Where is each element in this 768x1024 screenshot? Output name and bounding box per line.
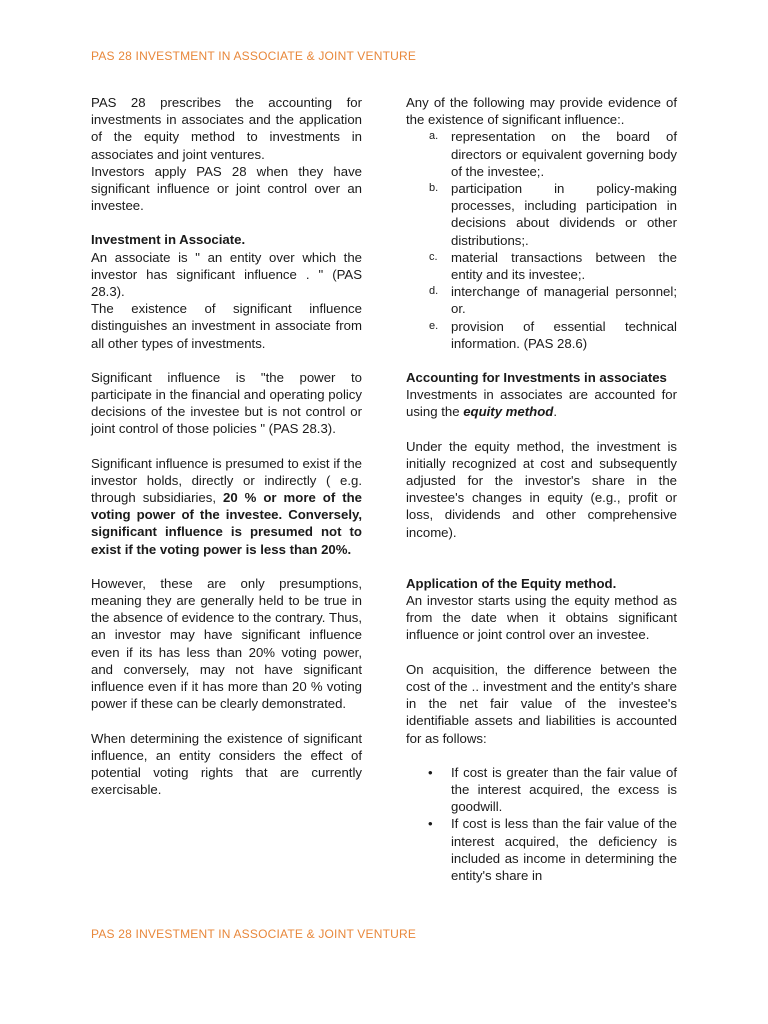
list-item-text: If cost is greater than the fair value of the interest acquired, the excess is goodwill.	[451, 764, 677, 815]
application-paragraph: An investor starts using the equity method as from the date when it obtains significant influence or joint control over an investee.	[406, 593, 677, 643]
list-item-text: If cost is less than the fair value of the interest acquired, the deficiency is included as income in determining the entity's share in	[451, 816, 677, 883]
evidence-list	[406, 128, 677, 352]
associate-distinction: The existence of significant influence distinguishes an investment in associate from all other types of investments.	[91, 301, 362, 351]
list-item	[406, 180, 677, 249]
accounting-heading: Accounting for Investments in associates	[406, 370, 667, 386]
list-marker: c.	[429, 250, 438, 263]
evidence-intro: Any of the following may provide evidence of the existence of significant influence:.	[406, 95, 677, 128]
list-marker: a.	[429, 130, 439, 143]
acquisition-bullets	[406, 764, 677, 884]
list-item	[406, 318, 677, 352]
list-item-text: interchange of managerial personnel; or.	[451, 284, 677, 317]
equity-method-paragraph: Under the equity method, the investment is initially recognized at cost and subsequently adjusted for the investor's share in the investee's changes in equity (e.g., profit or loss, dividends and other comprehensive income).	[406, 438, 677, 540]
list-item-text: representation on the board of directors or equivalent governing body of the investee;.	[451, 129, 677, 179]
presumption-text: Significant influence is presumed to exist if the investor holds, directly or indirectly ( e.g. through subsidiaries,	[91, 455, 362, 506]
list-item	[406, 283, 677, 317]
accounting-period: .	[553, 404, 557, 420]
presumption-paragraph	[91, 455, 362, 558]
application-heading: Application of the Equity method.	[406, 575, 617, 591]
list-item-text: participation in policy-making processes, including participation in decisions about dividends or other distributions;.	[451, 181, 677, 248]
accounting-text: Investments in associates are accounted for using the	[406, 387, 677, 420]
list-item	[406, 764, 677, 816]
accounting-paragraph	[406, 386, 677, 420]
list-item	[406, 249, 677, 283]
influence-definition: Significant influence is "the power to participate in the financial and operating policy decisions of the investee but is not control or joint control of those policies " (PAS 28.3).	[91, 369, 362, 437]
list-item-text: material transactions between the entity and its investee;.	[451, 249, 677, 283]
associate-heading: Investment in Associate.	[91, 232, 246, 248]
bullet-glyph: •	[428, 764, 433, 780]
intro-paragraph: PAS 28 prescribes the accounting for investments in associates and the application of the equity method to investments in associates and joint ventures.	[91, 95, 362, 162]
voting-rights-paragraph: When determining the existence of significant influence, an entity considers the effect of potential voting rights that are currently exercisable.	[91, 730, 362, 798]
left-column	[91, 94, 362, 798]
right-column	[406, 94, 677, 884]
list-marker: d.	[429, 285, 439, 298]
presumption-bold-text: 20 % or more of the voting power of the investee. Conversely, significant influence is presumed not to exist if the voting power is less than 20%.	[91, 490, 362, 557]
associate-definition: An associate is " an entity over which the investor has significant influence . " (PAS 28.3).	[91, 249, 362, 300]
equity-method-emphasis: equity method	[463, 404, 554, 420]
list-marker: e.	[429, 319, 439, 332]
list-marker: b.	[429, 182, 439, 195]
list-item	[406, 128, 677, 180]
rebuttal-paragraph: However, these are only presumptions, meaning they are generally held to be true in the absence of evidence to the contrary. Thus, an investor may have significant influence even if its has less than 20% voting power, and conversely, may not have significant influence even if it has more than 20 % voting power if these can be clearly demonstrated.	[91, 575, 362, 712]
acquisition-paragraph: On acquisition, the difference between the cost of the .. investment and the entity's share in the net fair value of the investee's identifiable assets and liabilities is accounted for as follows:	[406, 661, 677, 746]
bullet-glyph: •	[428, 816, 433, 832]
list-item	[406, 815, 677, 884]
investors-paragraph: Investors apply PAS 28 when they have significant influence or joint control over an investee.	[91, 163, 362, 214]
page-footer: PAS 28 INVESTMENT IN ASSOCIATE & JOINT VENTURE	[91, 927, 417, 941]
list-item-text: provision of essential technical information. (PAS 28.6)	[451, 318, 677, 351]
page-header: PAS 28 INVESTMENT IN ASSOCIATE & JOINT VENTURE	[91, 49, 417, 63]
